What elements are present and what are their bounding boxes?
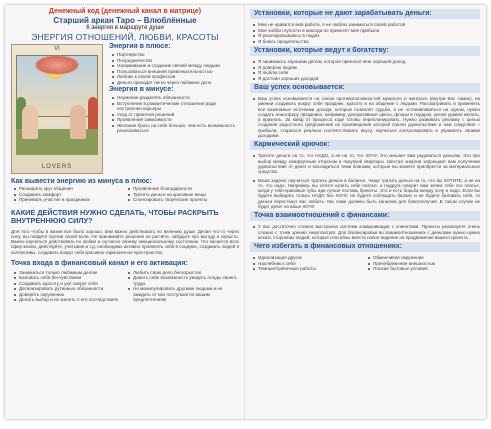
list-item: Мое хобби глупости и никогда не принесёт мне прибыли bbox=[258, 28, 480, 34]
list-item: Создавать комфорт bbox=[19, 192, 125, 198]
avoid-lists bbox=[250, 255, 480, 272]
list-item: Я занимаюсь хорошим делом, которое приносит мне хорошей доход bbox=[258, 59, 480, 65]
entry-point-col2 bbox=[125, 270, 239, 303]
list-item: Партнёрство bbox=[117, 52, 239, 58]
list-item: Деньги приходят легко через любимое дело bbox=[117, 80, 239, 86]
avoid-col2 bbox=[365, 255, 480, 272]
list-item: Проявление благодарности bbox=[133, 186, 239, 192]
resources-text: Ваш успех основывается на союзе противоположностей мужского и женского (внутри Вас самих), на умении создавать вокруг себя праздник, красоту и на общение с людьми. Рассматривать и применять все возможные источники дохода, которые позволят судьба, а не останавливаться на одном, нужно создать атмосферу праздника, например, декоративные цветы, флоры в подарок, делая уравне желать, а признать. За кайф от процесса ходе готовы перепланировать. Нужно развивать рекламу с целью создания радостного предложения из произведения которой пошли удовольствие и нам следствие – прибыли, стараться реально соответствовать вкусу, научиться контролировать и управлять своими доходами. bbox=[258, 96, 480, 139]
tarot-card-number: VI bbox=[54, 46, 60, 52]
energy-section bbox=[103, 42, 239, 174]
header-line1: Денежный код (денежный канал в матрице) bbox=[48, 8, 202, 15]
list-item: Детализировать рутинные обязанности bbox=[19, 286, 125, 292]
energy-plus-title: Энергия в плюсе: bbox=[109, 43, 171, 50]
list-item: Налаживание и создание связей между людьми bbox=[117, 63, 239, 69]
list-item: Не манипулировать другими людьми и не ожидать от них поступков по вашим предпочтениям bbox=[133, 286, 239, 303]
list-item: Принимать участие в праздниках bbox=[19, 197, 125, 203]
header-line4: ЭНЕРГИЯ ОТНОШЕНИЙ, ЛЮБВИ, КРАСОТЫ bbox=[31, 32, 219, 42]
energy-plus-list bbox=[109, 52, 239, 85]
card-and-plus bbox=[11, 42, 239, 174]
list-item: Доверять окружению bbox=[19, 292, 125, 298]
card-angel bbox=[34, 55, 80, 75]
entry-point-title: Точка входа в финансовый канал и его активация: bbox=[11, 259, 188, 267]
inner-power-text: Для того чтобы в жизни все было хорошо, вам важно действовать по велению души. Делая что-то через силу, вы пойдёте против своей воли. Не принимайте решения на расчёте, забудьте про выгоду и корысть. Важно научиться действовать по любви и согласно своему эмоциональному состоянию. Что касается всех сфер жизни, действуйте, учитывая и т.д. необходимо активно проявлять себя в социуме, создавать людей в коллективы, создавать вокруг себя красивое гармоничное пространство. bbox=[11, 228, 239, 255]
list-item: Проявление зависимости bbox=[117, 117, 239, 123]
list-item: Вступление в романтические отношения ради построения карьеры bbox=[117, 101, 239, 112]
list-item: Расширить круг общения bbox=[19, 186, 125, 192]
karmic-title: Кармический крючок: bbox=[250, 140, 480, 150]
exit-minus-col1 bbox=[11, 186, 125, 203]
list-item: Я доверяю людям bbox=[258, 65, 480, 71]
avoid-title: Чего избегать в финансовых отношениях: bbox=[250, 242, 480, 252]
header-line2: Старший аркан Таро – Влюблённые bbox=[53, 16, 197, 25]
list-item: Заниматься только любимым делом bbox=[19, 270, 125, 276]
list-item: Мне не нравится моя работа, я не люблю заниматься своей работой bbox=[258, 22, 480, 28]
list-item: Пользоваться внешней привлекательностью bbox=[117, 69, 239, 75]
wealth-title: Установки, которые ведут к богатству: bbox=[250, 46, 480, 56]
list-item: Неумение разделять обязанности bbox=[117, 95, 239, 101]
tarot-card-name: LOVERS bbox=[41, 164, 73, 170]
list-item: Любить свою дело бескорыстно bbox=[133, 270, 239, 276]
energy-minus-list bbox=[109, 95, 239, 134]
list-item: Создавать красоту и уют вокруг себя bbox=[19, 281, 125, 287]
list-item: Обманчивое окружение bbox=[373, 255, 480, 261]
interaction-text: У вас достаточно сложно выстроена система коммуникации с клиентами. Проекты реализуете очень сложно с точки зрения энергозатрат. Для балансировки во взаимоотношениях с деньгами нужно нужно искать сторонних людей, которые способны внести новое видение на продвижение вашего проекта. bbox=[258, 224, 480, 240]
page bbox=[5, 5, 486, 419]
list-item: Любовь к своей профессии bbox=[117, 74, 239, 80]
wealth-list bbox=[250, 59, 480, 81]
list-item: Пренебрежение внешностью bbox=[373, 261, 480, 267]
list-item: Баловать себя бесчувствием bbox=[19, 275, 125, 281]
no-money-list bbox=[250, 22, 480, 44]
resources-title: Ваш успех основывается: bbox=[250, 83, 480, 93]
card-figure-left bbox=[22, 105, 38, 139]
list-item: Плохие бытовые условия bbox=[373, 266, 480, 272]
list-item: Я боюсь предательства bbox=[258, 39, 480, 45]
header-line3: 6 энергия в маршруте души bbox=[86, 25, 164, 31]
no-money-title: Установки, которые не дают зарабатывать деньги: bbox=[250, 9, 480, 19]
right-column bbox=[245, 5, 486, 419]
exit-minus-col2 bbox=[125, 186, 239, 203]
interaction-list bbox=[250, 224, 480, 240]
list-item: Нахлёбник к себе bbox=[258, 261, 365, 267]
energy-minus-title: Энергия в минусе: bbox=[109, 86, 174, 93]
list-item: Я разочаровываюсь в людях bbox=[258, 33, 480, 39]
list-item: Желание брать на себя больше, чем есть возможность реализоваться bbox=[117, 123, 239, 134]
entry-point-lists bbox=[11, 270, 239, 303]
list-item: Я люблю себя bbox=[258, 70, 480, 76]
avoid-col1 bbox=[250, 255, 365, 272]
exit-minus-lists bbox=[11, 186, 239, 203]
tarot-card-image bbox=[11, 44, 103, 174]
resources-list bbox=[250, 96, 480, 138]
list-item: Я достоин хороших доходов bbox=[258, 76, 480, 82]
left-column bbox=[5, 5, 245, 419]
list-item: Ваша задача: научиться тратить деньги в балансе. Чаще тратить деньги на то, что вы ХОТИТЕ, а не на то, что надо. Например, вы хотите купить себе платье, а подруга говорит вам зачем тебе это платье, когда у тебя красивые губы иди лучше поставь брекеты. Это и есть борьба между хочу и надо. Если вы будете выбирать только НАДО без ХОЧУ, не будете соблюдать баланс и не будете баловать себя, то деньги перестанут вас любить. Мы сами должны быть каналом для благополучия. В таком случае не будет денег на ваше ХОЧУ. bbox=[258, 177, 480, 210]
exit-minus-title: Как вывести энергию из минуса в плюс: bbox=[11, 178, 152, 185]
card-figure-right bbox=[70, 105, 86, 139]
list-item: Идеализация других bbox=[258, 255, 365, 261]
list-item: Уход от принятия решений bbox=[117, 112, 239, 118]
entry-point-col1 bbox=[11, 270, 125, 303]
list-item: Тратить деньги на красивые вещи bbox=[133, 192, 239, 198]
list-item: Посредничество bbox=[117, 58, 239, 64]
list-item: Спонсировать творческие проекты bbox=[133, 197, 239, 203]
list-item: Делать выбор и не жалеть о его последствиях bbox=[19, 297, 125, 303]
list-item: Темные/тряпичные работы bbox=[258, 266, 365, 272]
list-item: Давать себе возможность увидеть плоды своего труда bbox=[133, 275, 239, 286]
interaction-title: Точка взаимоотношений с финансами: bbox=[250, 211, 480, 221]
karmic-list bbox=[250, 153, 480, 209]
list-item: Тратите деньги на то, что НАДО, а не на то, что ХОЧУ. Это мешает вам радоваться деньгам. Это про выбор между комфортным отпуском и покупкой квартиры. Шестая энергия запрещает вам получение удовольствие от денег и насладиться теми благами, которые вы можете приобрести за материальные средства. bbox=[258, 153, 480, 175]
inner-power-title: КАКИЕ ДЕЙСТВИЯ НУЖНО СДЕЛАТЬ, ЧТОБЫ РАСКРЫТЬ ВНУТРЕННЮЮ СИЛУ? bbox=[11, 207, 219, 225]
